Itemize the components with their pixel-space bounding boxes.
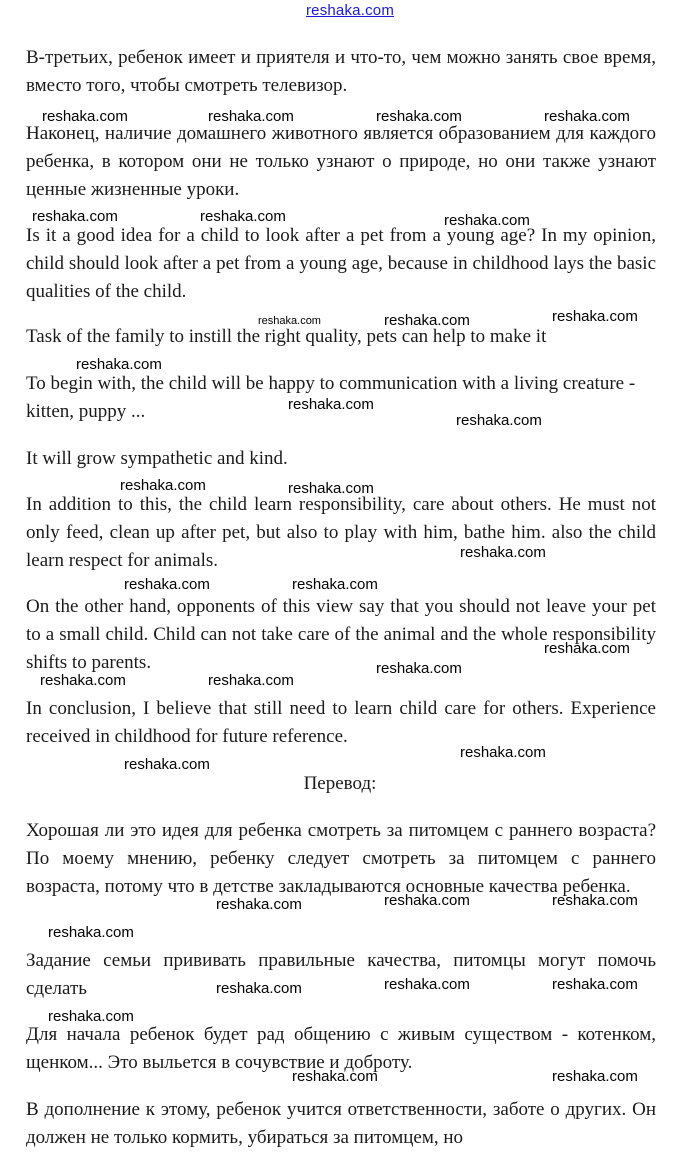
watermark: reshaka.com (292, 1068, 378, 1085)
watermark: reshaka.com (32, 208, 118, 225)
watermark: reshaka.com (544, 640, 630, 657)
paragraph-ru-intro: Хорошая ли это идея для ребенка смотреть за питомцем с раннего возраста? По моему мнению, ребенку следует смотреть за питомцем с раннего возраста, потому что в детстве закладываются основные качества ребенка. (26, 820, 656, 897)
watermark: reshaka.com (460, 744, 546, 761)
watermark: reshaka.com (216, 980, 302, 997)
watermark: reshaka.com (208, 672, 294, 689)
paragraph-en-begin: To begin with, the child will be happy to communication with a living creature - kitten, puppy ... (26, 373, 636, 422)
watermark: reshaka.com (292, 576, 378, 593)
watermark: reshaka.com (208, 108, 294, 125)
watermark: reshaka.com (552, 1068, 638, 1085)
watermark: reshaka.com (460, 544, 546, 561)
translation-heading: Перевод: (303, 773, 377, 794)
watermark: reshaka.com (376, 108, 462, 125)
watermark: reshaka.com (384, 312, 470, 329)
paragraph-en-other-hand: On the other hand, opponents of this view say that you should not leave your pet to a small child. Child can not take care of the animal and the whole responsibility shifts to parents. (26, 596, 656, 673)
paragraph-ru-begin: Для начала ребенок будет рад общению с живым существом - котенком, щенком... Это выльется в сочувствие и доброту. (26, 1024, 656, 1073)
paragraph-en-task: Task of the family to instill the right quality, pets can help to make it (26, 326, 547, 347)
site-header-link[interactable]: reshaka.com (305, 2, 395, 19)
paragraph-ru-task: Задание семьи прививать правильные качества, питомцы могут помочь сделать (26, 950, 656, 999)
paragraph-en-conclusion: In conclusion, I believe that still need to learn child care for others. Experience received in childhood for future reference. (26, 698, 656, 747)
watermark: reshaka.com (552, 892, 638, 909)
watermark: reshaka.com (288, 480, 374, 497)
watermark: reshaka.com (124, 756, 210, 773)
watermark: reshaka.com (544, 108, 630, 125)
watermark: reshaka.com (42, 108, 128, 125)
watermark: reshaka.com (552, 976, 638, 993)
watermark: reshaka.com (376, 660, 462, 677)
paragraph-en-addition: In addition to this, the child learn responsibility, care about others. He must not only feed, clean up after pet, but also to play with him, bathe him. also the child learn respect for animals. (26, 494, 656, 571)
paragraph-en-sympathetic: It will grow sympathetic and kind. (26, 448, 288, 469)
watermark: reshaka.com (258, 315, 321, 327)
paragraph-ru-thirdly: В-третьих, ребенок имеет и приятеля и что-то, чем можно занять свое время, вместо того, чтобы смотреть телевизор. (26, 47, 656, 96)
paragraph-en-intro: Is it a good idea for a child to look after a pet from a young age? In my opinion, child should look after a pet from a young age, because in childhood lays the basic qualities of the child. (26, 225, 656, 302)
watermark: reshaka.com (216, 896, 302, 913)
watermark: reshaka.com (120, 477, 206, 494)
watermark: reshaka.com (384, 892, 470, 909)
watermark: reshaka.com (76, 356, 162, 373)
watermark: reshaka.com (48, 1008, 134, 1025)
watermark: reshaka.com (456, 412, 542, 429)
watermark: reshaka.com (124, 576, 210, 593)
watermark: reshaka.com (288, 396, 374, 413)
watermark: reshaka.com (444, 212, 530, 229)
paragraph-ru-addition: В дополнение к этому, ребенок учится ответственности, заботе о других. Он должен не только кормить, убираться за питомцем, но (26, 1099, 656, 1148)
watermark: reshaka.com (200, 208, 286, 225)
watermark: reshaka.com (552, 308, 638, 325)
watermark: reshaka.com (384, 976, 470, 993)
watermark: reshaka.com (40, 672, 126, 689)
paragraph-ru-finally: Наконец, наличие домашнего животного является образованием для каждого ребенка, в котором они не только узнают о природе, но они также узнают ценные жизненные уроки. (26, 123, 656, 200)
watermark: reshaka.com (48, 924, 134, 941)
